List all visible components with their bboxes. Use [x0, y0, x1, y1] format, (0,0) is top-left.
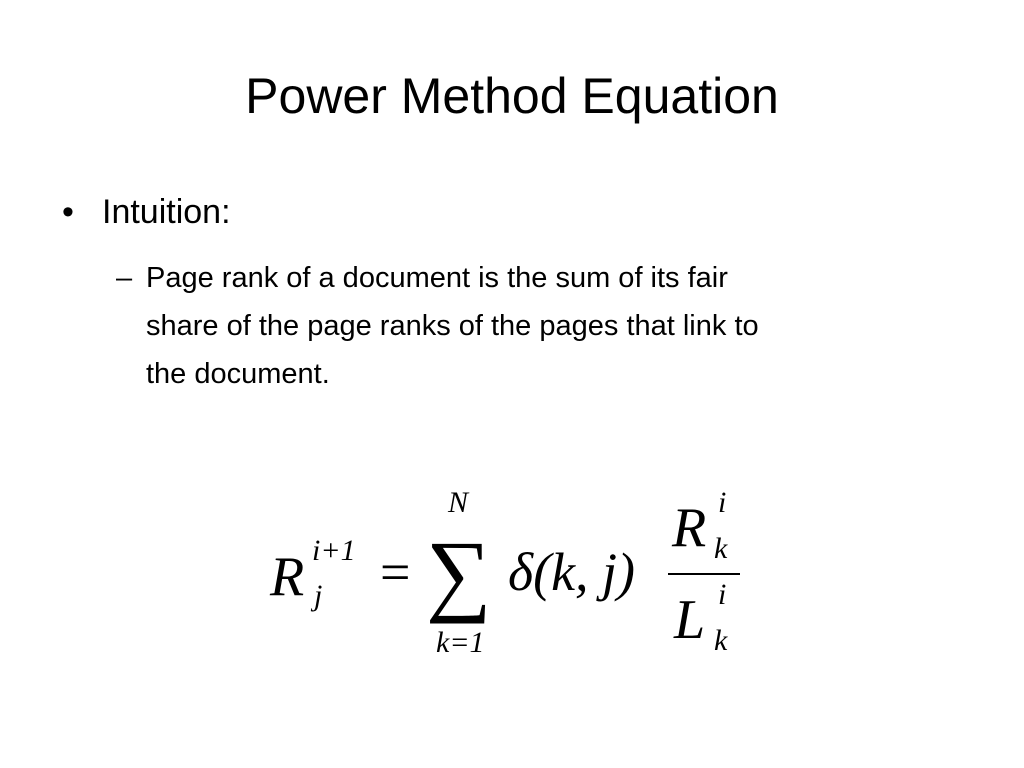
fraction-numerator-symbol: R: [672, 497, 707, 559]
sub-bullet-line: Page rank of a document is the sum of its fair: [146, 262, 728, 294]
slide-title: Power Method Equation: [245, 68, 779, 124]
bullet-text: Intuition:: [102, 193, 231, 231]
fraction-numerator-subscript: k: [714, 532, 728, 565]
delta-term: δ(k, j): [508, 542, 636, 602]
sub-bullet-marker: –: [116, 262, 133, 294]
equals-sign: =: [380, 542, 411, 602]
fraction-denominator-symbol: L: [674, 589, 706, 651]
summation-symbol: ∑: [426, 522, 492, 624]
bullet-marker: •: [62, 193, 74, 231]
sub-bullet-line: the document.: [146, 358, 330, 390]
power-method-equation: [250, 480, 770, 680]
sum-lower-limit: k=1: [436, 626, 485, 659]
sub-bullet-text: [146, 254, 916, 398]
fraction-numerator-superscript: i: [718, 486, 727, 519]
fraction-denominator-subscript: k: [714, 624, 728, 657]
lhs-symbol: R: [270, 546, 305, 608]
fraction-denominator-superscript: i: [718, 578, 727, 611]
sum-upper-limit: N: [448, 486, 469, 519]
lhs-subscript: j: [314, 579, 323, 612]
sub-bullet-line: share of the page ranks of the pages that link to: [146, 310, 759, 342]
lhs-superscript: i+1: [312, 534, 356, 567]
